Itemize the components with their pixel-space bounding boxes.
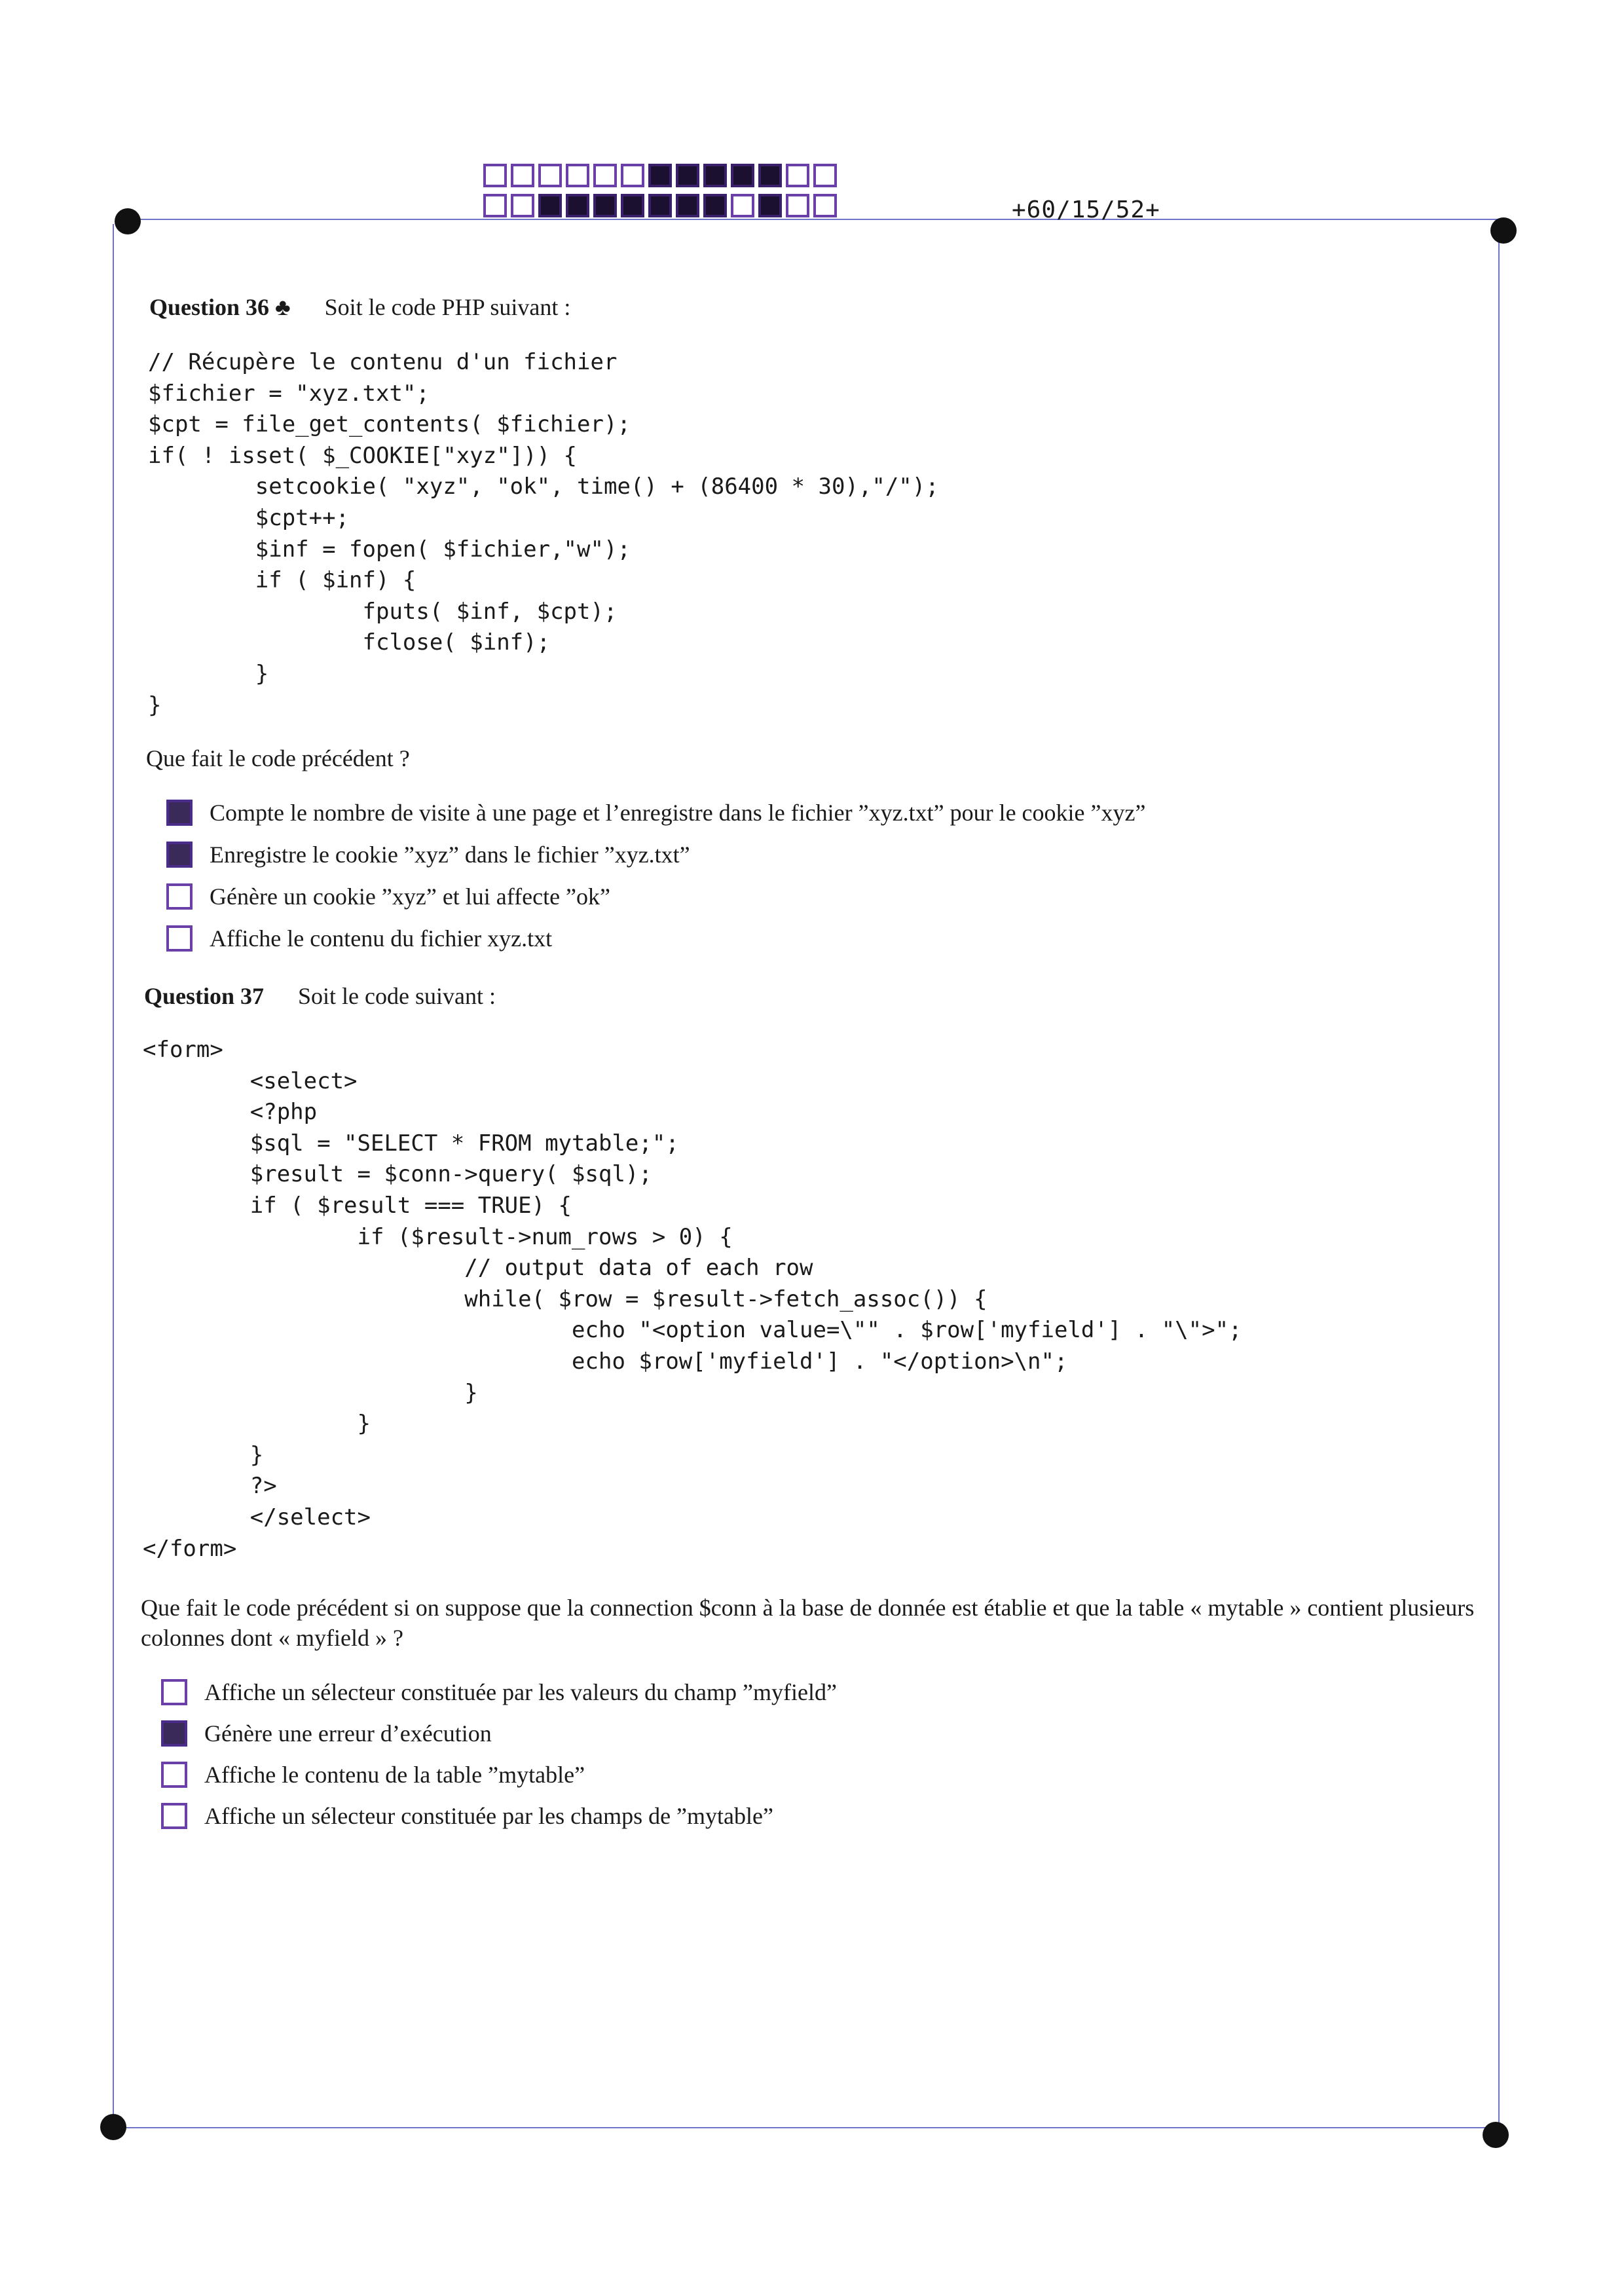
code-cell: [676, 194, 699, 217]
checkbox-icon[interactable]: [161, 1762, 187, 1788]
checked-box-icon[interactable]: [161, 1720, 187, 1747]
code-cell: [566, 194, 589, 217]
answer-label: Compte le nombre de visite à une page et l’enregistre dans le fichier ”xyz.txt” pour le cookie ”xyz”: [210, 800, 1146, 826]
code-line: echo "<option value=\"" . $row['myfield'] . "\">";: [143, 1317, 1242, 1344]
code-cell: [511, 194, 534, 217]
question-36-header: [149, 293, 570, 321]
answer-label: Génère un cookie ”xyz” et lui affecte ”ok”: [210, 883, 610, 910]
code-cell: [648, 164, 672, 187]
code-cell: [538, 164, 562, 187]
answer-option[interactable]: [161, 1675, 837, 1709]
checkbox-icon[interactable]: [161, 1803, 187, 1829]
corner-mark-top-right: [1490, 217, 1517, 244]
code-cell: [786, 164, 809, 187]
code-line: echo $row['myfield'] . "</option>\n";: [143, 1348, 1068, 1375]
checked-box-icon[interactable]: [166, 800, 193, 826]
code-line: <select>: [143, 1067, 358, 1094]
code-cell: [593, 164, 617, 187]
answer-label: Affiche le contenu de la table ”mytable”: [204, 1762, 585, 1788]
club-icon: ♣: [275, 294, 291, 320]
code-line: </select>: [143, 1504, 371, 1530]
code-cell: [511, 164, 534, 187]
question-37-header: [144, 982, 496, 1010]
answer-label: Affiche le contenu du fichier xyz.txt: [210, 925, 553, 952]
code-line: fputs( $inf, $cpt);: [148, 598, 618, 625]
code-cell: [538, 194, 562, 217]
code-cell: [593, 194, 617, 217]
code-cell: [758, 164, 782, 187]
question-36-number: Question 36: [149, 294, 270, 320]
code-cell: [813, 164, 837, 187]
code-cell: [758, 194, 782, 217]
checkbox-icon[interactable]: [166, 925, 193, 952]
code-line: // output data of each row: [143, 1255, 813, 1282]
frame-right-line: [1498, 231, 1500, 2136]
code-cell: [731, 194, 754, 217]
checkbox-icon[interactable]: [161, 1679, 187, 1705]
code-cell: [621, 194, 644, 217]
code-line: $sql = "SELECT * FROM mytable;";: [143, 1130, 679, 1157]
code-line: if( ! isset( $_COOKIE["xyz"])) {: [148, 442, 578, 469]
code-cell: [621, 164, 644, 187]
code-line: if ( $inf) {: [148, 567, 416, 594]
code-line: if ( $result === TRUE) {: [143, 1192, 572, 1219]
corner-mark-top-left: [115, 208, 141, 234]
corner-mark-bottom-left: [100, 2114, 126, 2140]
code-cell: [648, 194, 672, 217]
code-line: if ($result->num_rows > 0) {: [143, 1223, 733, 1250]
code-line: <?php: [143, 1099, 318, 1126]
code-line: setcookie( "xyz", "ok", time() + (86400 * 30),"/");: [148, 473, 939, 500]
corner-mark-bottom-right: [1483, 2122, 1509, 2148]
code-line: $result = $conn->query( $sql);: [143, 1161, 652, 1188]
code-cell: [703, 194, 727, 217]
question-37-code: [143, 1035, 1242, 1565]
code-line: fclose( $inf);: [148, 629, 551, 656]
frame-bottom-line: [115, 2127, 1498, 2128]
frame-top-line: [128, 219, 1503, 220]
code-line: $cpt++;: [148, 504, 350, 531]
code-line: </form>: [143, 1535, 237, 1562]
code-line: ?>: [143, 1473, 277, 1500]
code-line: // Récupère le contenu d'un fichier: [148, 349, 618, 375]
page-code-row-1: [483, 164, 837, 187]
code-line: }: [143, 1379, 478, 1406]
code-cell: [813, 194, 837, 217]
code-cell: [483, 164, 507, 187]
frame-left-line: [113, 224, 114, 2126]
code-line: $cpt = file_get_contents( $fichier);: [148, 411, 631, 438]
answer-label: Génère une erreur d’exécution: [204, 1720, 492, 1747]
code-line: }: [148, 660, 269, 687]
page-code-row-2: [483, 194, 837, 217]
code-line: <form>: [143, 1037, 223, 1063]
question-37-prompt: Que fait le code précédent si on suppose que la connection $conn à la base de donnée est établie et que la table « mytable » contient plusieurs colonnes dont « myfield » ?: [141, 1595, 1475, 1651]
checkbox-icon[interactable]: [166, 883, 193, 910]
answer-option[interactable]: [166, 921, 552, 955]
answer-option[interactable]: [166, 796, 1145, 830]
code-cell: [731, 164, 754, 187]
checked-box-icon[interactable]: [166, 842, 193, 868]
question-37-intro: Soit le code suivant :: [298, 983, 496, 1009]
answer-option[interactable]: [166, 838, 690, 872]
answer-label: Enregistre le cookie ”xyz” dans le fichier ”xyz.txt”: [210, 842, 690, 868]
answer-option[interactable]: [161, 1799, 773, 1833]
question-36-code: [148, 347, 939, 721]
code-line: $inf = fopen( $fichier,"w");: [148, 536, 631, 563]
question-36-prompt: Que fait le code précédent ?: [146, 745, 410, 771]
code-line: $fichier = "xyz.txt";: [148, 380, 430, 407]
code-cell: [483, 194, 507, 217]
question-36-intro: Soit le code PHP suivant :: [324, 294, 571, 320]
code-line: }: [148, 692, 162, 718]
question-37-number: Question 37: [144, 983, 265, 1009]
answer-label: Affiche un sélecteur constituée par les champs de ”mytable”: [204, 1803, 773, 1829]
answer-label: Affiche un sélecteur constituée par les valeurs du champ ”myfield”: [204, 1679, 837, 1705]
code-cell: [676, 164, 699, 187]
code-line: }: [143, 1411, 371, 1437]
code-cell: [786, 194, 809, 217]
code-cell: [566, 164, 589, 187]
answer-option[interactable]: [166, 880, 610, 914]
answer-option[interactable]: [161, 1716, 492, 1750]
code-line: }: [143, 1441, 264, 1468]
code-line: while( $row = $result->fetch_assoc()) {: [143, 1286, 987, 1312]
code-cell: [703, 164, 727, 187]
answer-option[interactable]: [161, 1758, 585, 1792]
page-id: +60/15/52+: [1012, 196, 1160, 223]
